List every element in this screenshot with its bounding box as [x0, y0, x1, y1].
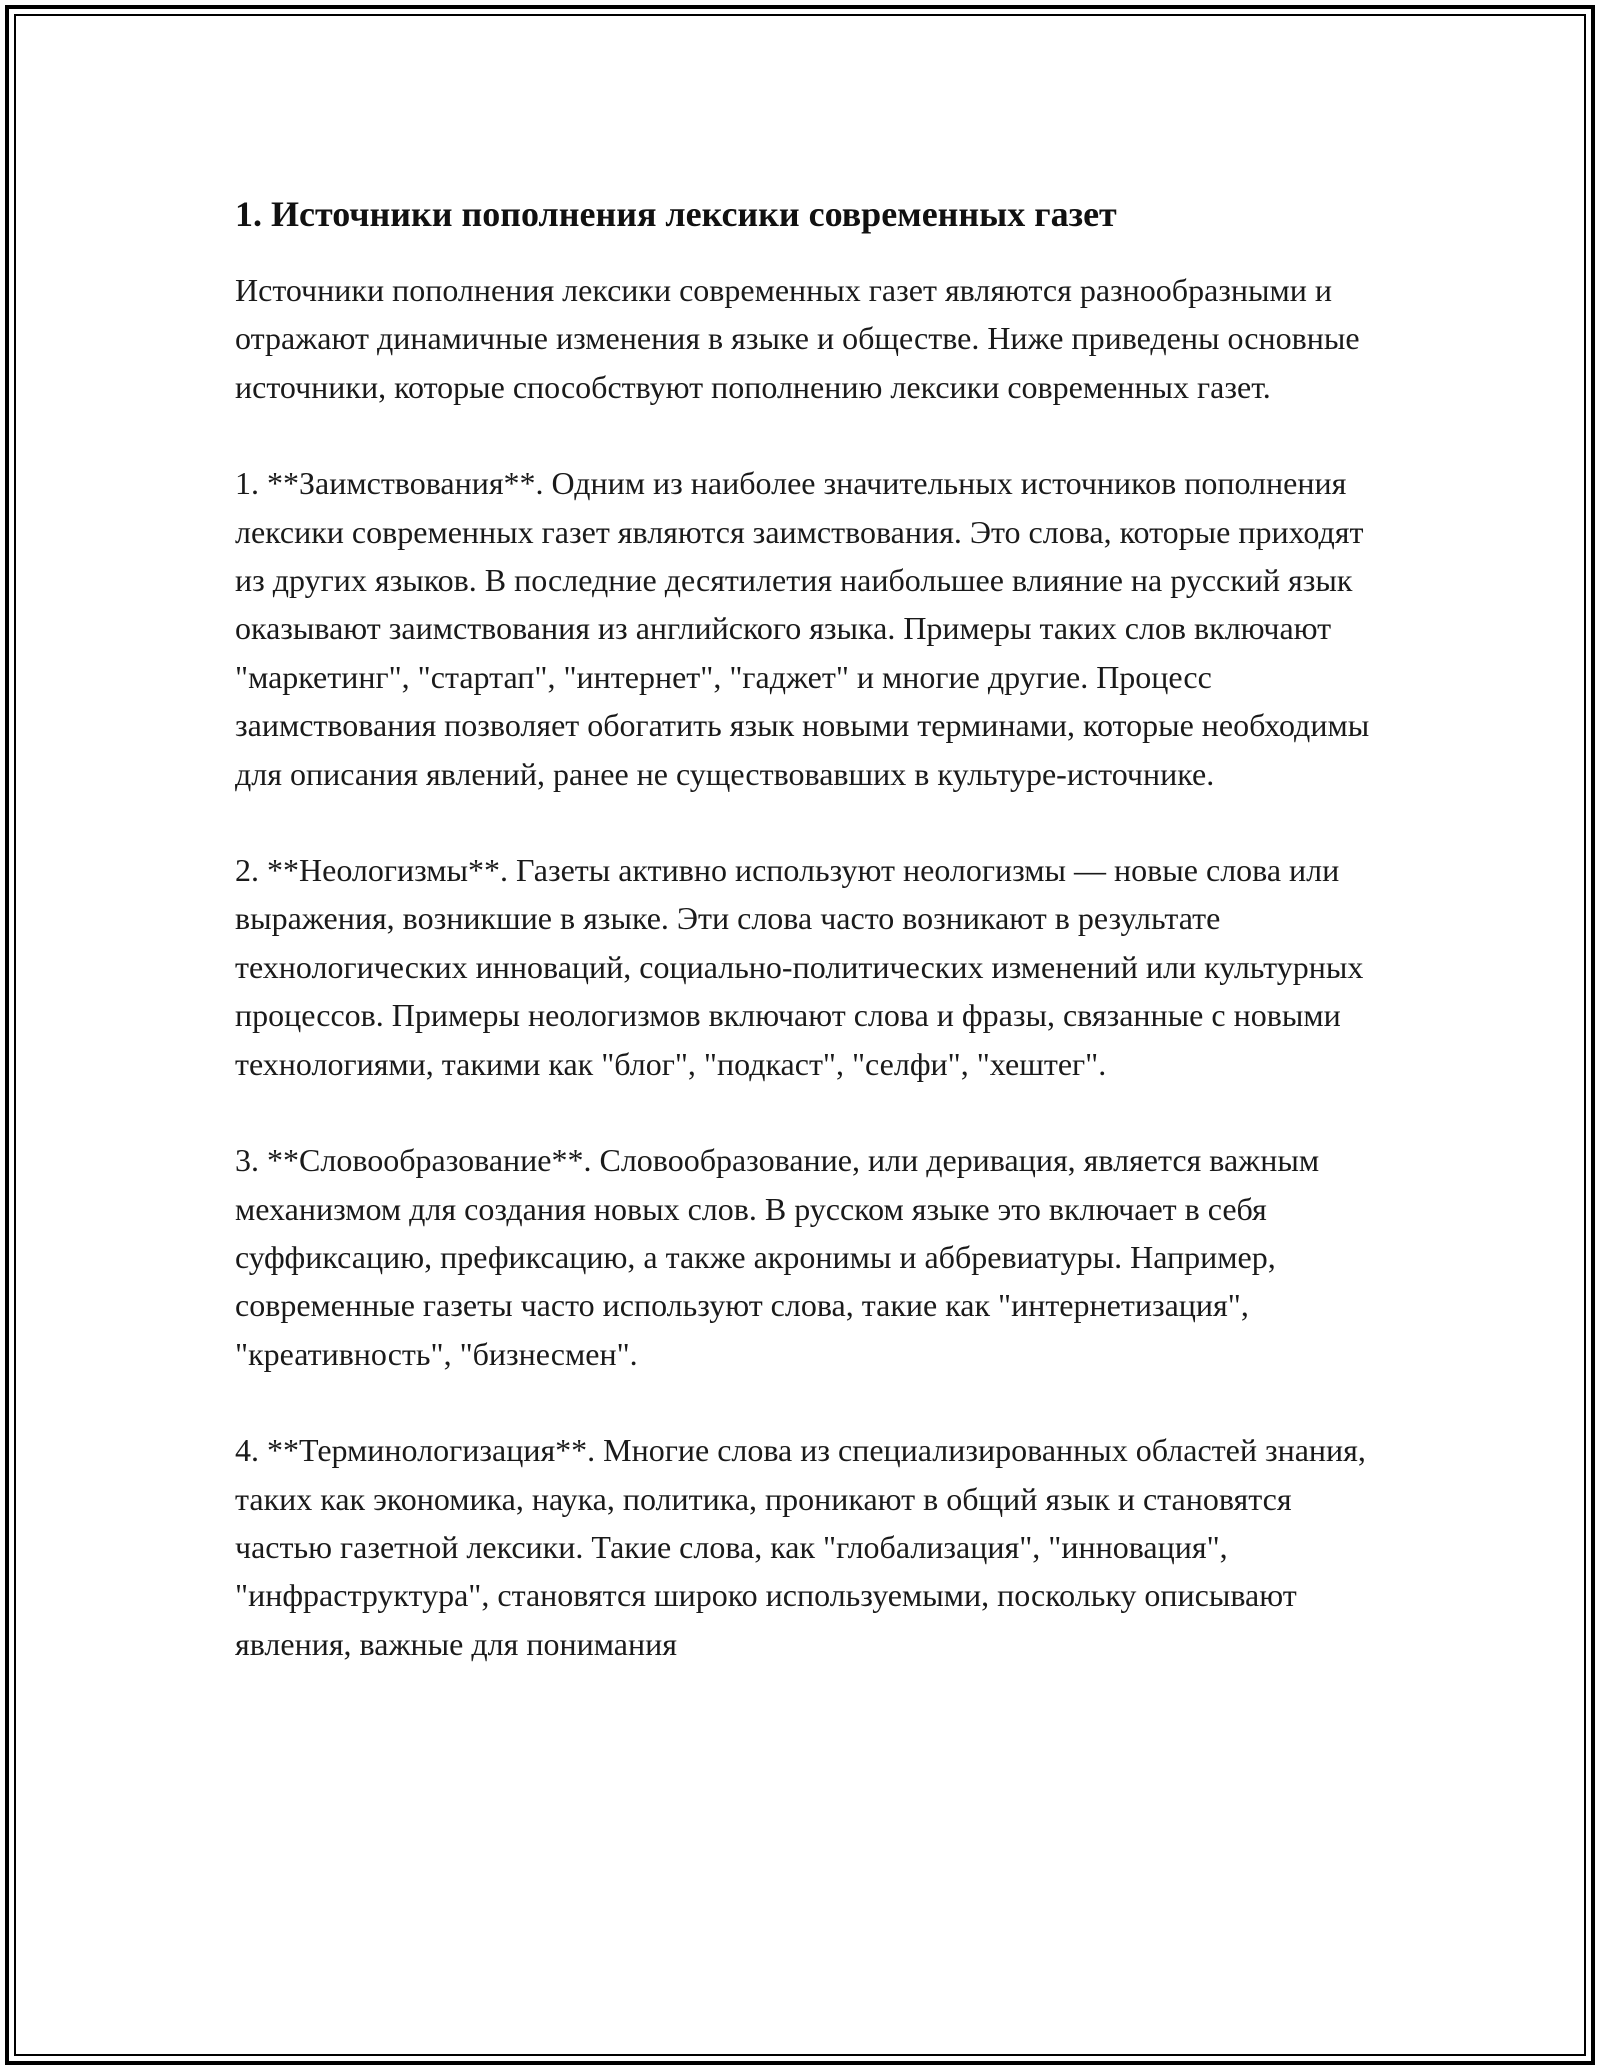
item-borrowings: 1. **Заимствования**. Одним из наиболее значительных источников пополнения лексики современных газет являются заимствования. Это слова, которые приходят из других языков. В последние десятилетия наибольшее влияние на русский язык оказывают заимствования из английского языка. Примеры таких слов включают "маркетинг", "стартап", "интернет", "гаджет" и многие другие. Процесс заимствования позволяет обогатить язык новыми терминами, которые необходимы для описания явлений, ранее не существовавших в культуре-источнике.	[235, 465, 1370, 792]
item-word-formation: 3. **Словообразование**. Словообразование, или деривация, является важным механизмом для создания новых слов. В русском языке это включает в себя суффиксацию, префиксацию, а также акронимы и аббревиатуры. Например, современные газеты часто используют слова, такие как "интернетизация", "креативность", "бизнесмен".	[235, 1142, 1320, 1372]
item-neologisms: 2. **Неологизмы**. Газеты активно используют неологизмы — новые слова или выражения, возникшие в языке. Эти слова часто возникают в результате технологических инноваций, социально-политических изменений или культурных процессов. Примеры неологизмов включают слова и фразы, связанные с новыми технологиями, такими как "блог", "подкаст", "селфи", "хештег".	[235, 852, 1364, 1082]
intro-paragraph: Источники пополнения лексики современных газет являются разнообразными и отражают динамичные изменения в языке и обществе. Ниже приведены основные источники, которые способствуют пополнению лексики современных газет.	[235, 272, 1360, 405]
document-body	[235, 188, 1375, 1716]
item-terminologization: 4. **Терминологизация**. Многие слова из специализированных областей знания, таких как экономика, наука, политика, проникают в общий язык и становятся частью газетной лексики. Такие слова, как "глобализация", "инновация", "инфраструктура", становятся широко используемыми, поскольку описывают явления, важные для понимания	[235, 1432, 1366, 1662]
section-heading: 1. Источники пополнения лексики современных газет	[235, 194, 1117, 234]
